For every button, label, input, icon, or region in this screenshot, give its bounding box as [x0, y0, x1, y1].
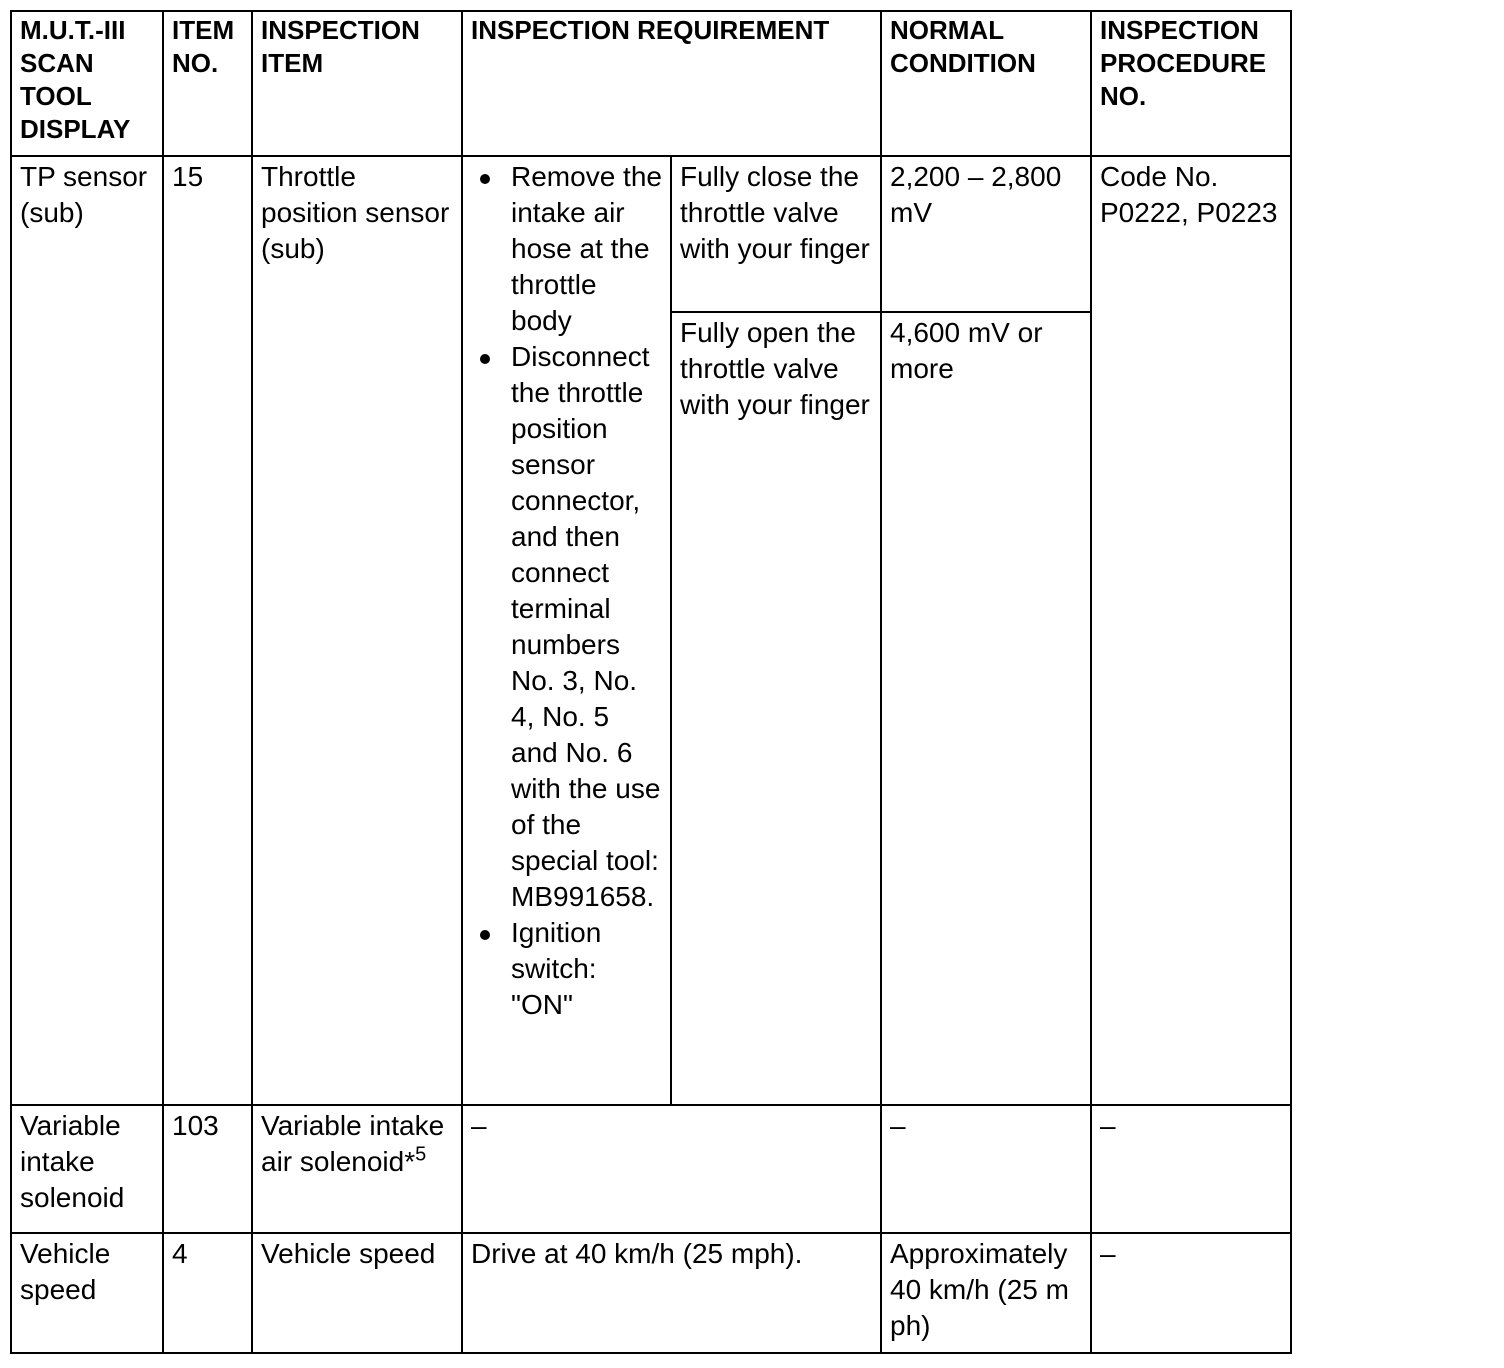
header-procedure-no: INSPECTION PROCEDURE NO. [1091, 11, 1291, 156]
cell-inspection-item [252, 1105, 462, 1233]
header-item-no: ITEM NO. [163, 11, 252, 156]
cell-conditions [462, 156, 671, 1105]
header-normal-condition: NORMAL CONDITION [881, 11, 1091, 156]
footnote-marker: 5 [415, 1143, 427, 1166]
cell-procedure: Code No. P0222, P0223 [1091, 156, 1291, 1105]
header-scan-tool-display: M.U.T.-III SCAN TOOL DISPLAY [11, 11, 163, 156]
item-text: Variable intake air solenoid* [261, 1110, 445, 1177]
inspection-table [10, 10, 1292, 1354]
table-row-tp-sensor [11, 156, 1291, 312]
condition-list [471, 159, 662, 1023]
table-row-variable-intake [11, 1105, 1291, 1233]
cell-item-no: 15 [163, 156, 252, 1105]
cell-display: Vehicle speed [11, 1233, 163, 1353]
cell-requirement-closed: Fully close the throttle valve with your finger [671, 156, 881, 312]
cell-inspection-item: Throttle position sensor (sub) [252, 156, 462, 1105]
cell-normal-open: 4,600 mV or more [881, 312, 1091, 1105]
cell-requirement-open: Fully open the throttle valve with your finger [671, 312, 881, 1105]
cell-normal: Approximately 40 km/h (25 mph) [881, 1233, 1091, 1353]
header-inspection-item: INSPECTION ITEM [252, 11, 462, 156]
cell-display: Variable intake solenoid [11, 1105, 163, 1233]
cell-procedure: – [1091, 1105, 1291, 1233]
cell-inspection-item: Vehicle speed [252, 1233, 462, 1353]
cell-requirement: Drive at 40 km/h (25 mph). [462, 1233, 881, 1353]
header-inspection-requirement: INSPECTION REQUIREMENT [462, 11, 881, 156]
table-row-vehicle-speed [11, 1233, 1291, 1353]
cell-item-no: 103 [163, 1105, 252, 1233]
header-row [11, 11, 1291, 156]
condition-item: Disconnect the throttle position sensor connector, and then connect terminal numbers No. 3, No. 4, No. 5 and No. 6 with the use of the special tool: MB991658. [511, 339, 662, 915]
cell-normal: – [881, 1105, 1091, 1233]
condition-item: Ignition switch: "ON" [511, 915, 662, 1023]
cell-normal-closed: 2,200 – 2,800 mV [881, 156, 1091, 312]
cell-display: TP sensor (sub) [11, 156, 163, 1105]
cell-procedure: – [1091, 1233, 1291, 1353]
cell-item-no: 4 [163, 1233, 252, 1353]
condition-item: Remove the intake air hose at the throttle body [511, 159, 662, 339]
cell-requirement: – [462, 1105, 881, 1233]
